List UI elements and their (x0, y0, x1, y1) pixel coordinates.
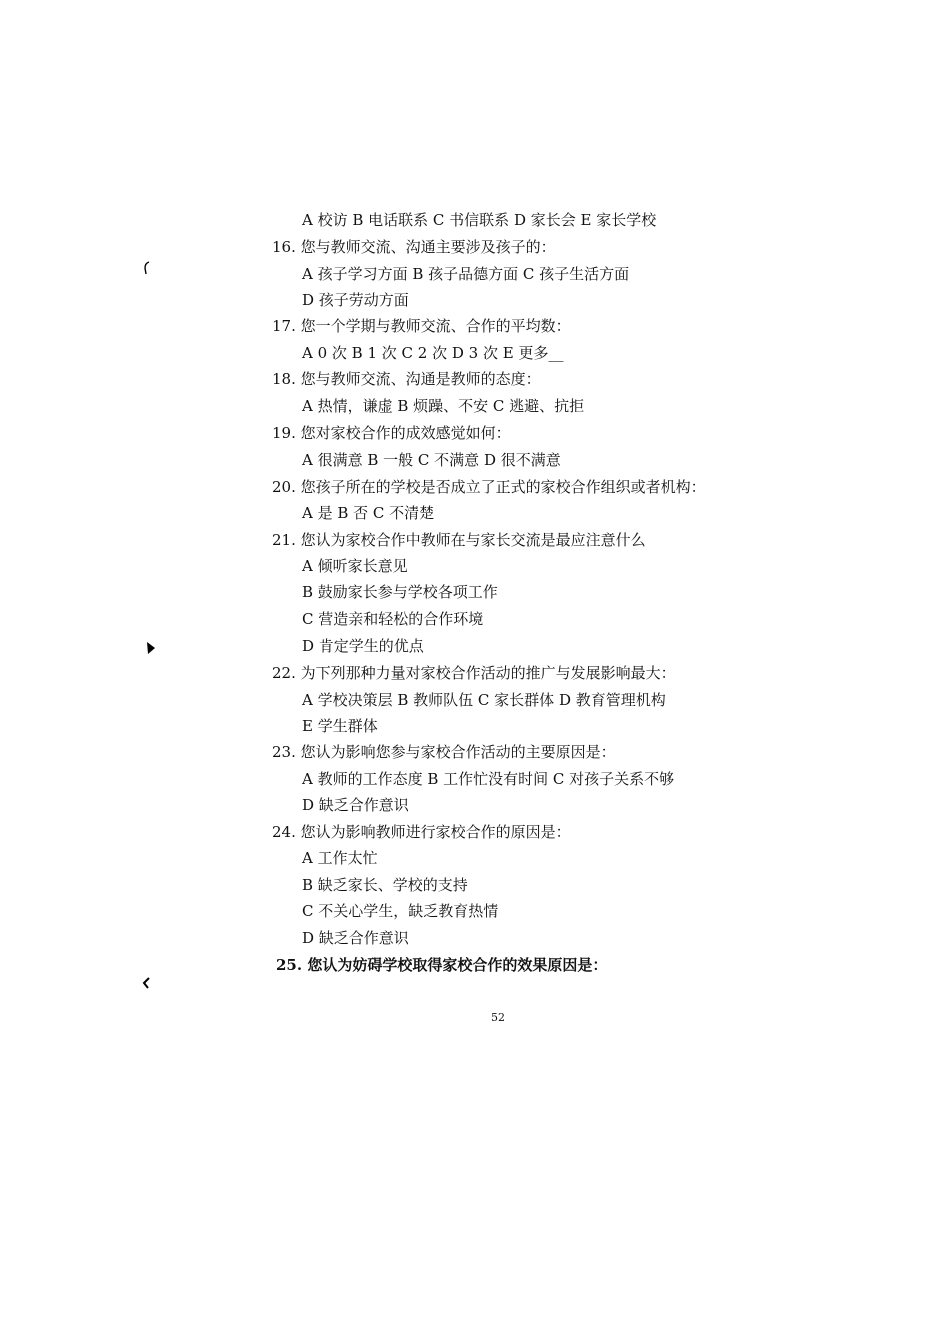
question-16: 16. 您与教师交流、沟通主要涉及孩子的： (272, 238, 556, 256)
options-q24-a: A 工作太忙 (302, 849, 378, 867)
question-20: 20. 您孩子所在的学校是否成立了正式的家校合作组织或者机构： (272, 478, 706, 496)
options-q19: A 很满意 B 一般 C 不满意 D 很不满意 (302, 451, 561, 469)
options-q20: A 是 B 否 C 不清楚 (302, 504, 435, 522)
question-17: 17. 您一个学期与教师交流、合作的平均数： (272, 317, 571, 335)
question-19: 19. 您对家校合作的成效感觉如何： (272, 424, 511, 442)
question-24: 24. 您认为影响教师进行家校合作的原因是： (272, 823, 571, 841)
scan-mark-middle (145, 641, 157, 655)
options-q24-b: B 缺乏家长、学校的支持 (302, 876, 468, 894)
question-18: 18. 您与教师交流、沟通是教师的态度： (272, 370, 541, 388)
options-q21-c: C 营造亲和轻松的合作环境 (302, 610, 484, 628)
options-q15: A 校访 B 电话联系 C 书信联系 D 家长会 E 家长学校 (302, 211, 657, 229)
scan-mark-bottom (141, 976, 151, 990)
options-q16-line1: A 孩子学习方面 B 孩子品德方面 C 孩子生活方面 (302, 265, 630, 283)
options-q24-d: D 缺乏合作意识 (302, 929, 409, 947)
question-22: 22. 为下列那种力量对家校合作活动的推广与发展影响最大： (272, 664, 676, 682)
options-q21-d: D 肯定学生的优点 (302, 637, 424, 655)
scan-mark-top (143, 261, 151, 275)
options-q21-b: B 鼓励家长参与学校各项工作 (302, 583, 498, 601)
options-q18: A 热情，谦虚 B 烦躁、不安 C 逃避、抗拒 (302, 397, 585, 415)
page-number: 52 (491, 1011, 505, 1024)
options-q23-line1: A 教师的工作态度 B 工作忙没有时间 C 对孩子关系不够 (302, 770, 675, 788)
options-q17: A 0 次 B 1 次 C 2 次 D 3 次 E 更多__ (302, 344, 564, 362)
question-23: 23. 您认为影响您参与家校合作活动的主要原因是： (272, 743, 616, 761)
options-q22-line1: A 学校决策层 B 教师队伍 C 家长群体 D 教育管理机构 (302, 691, 666, 709)
options-q24-c: C 不关心学生，缺乏教育热情 (302, 902, 499, 920)
options-q22-line2: E 学生群体 (302, 717, 378, 735)
options-q23-line2: D 缺乏合作意识 (302, 796, 409, 814)
question-25: 25. 您认为妨碍学校取得家校合作的效果原因是： (276, 956, 608, 974)
question-21: 21. 您认为家校合作中教师在与家长交流是最应注意什么 (272, 531, 646, 549)
options-q21-a: A 倾听家长意见 (302, 557, 408, 575)
options-q16-line2: D 孩子劳动方面 (302, 291, 409, 309)
